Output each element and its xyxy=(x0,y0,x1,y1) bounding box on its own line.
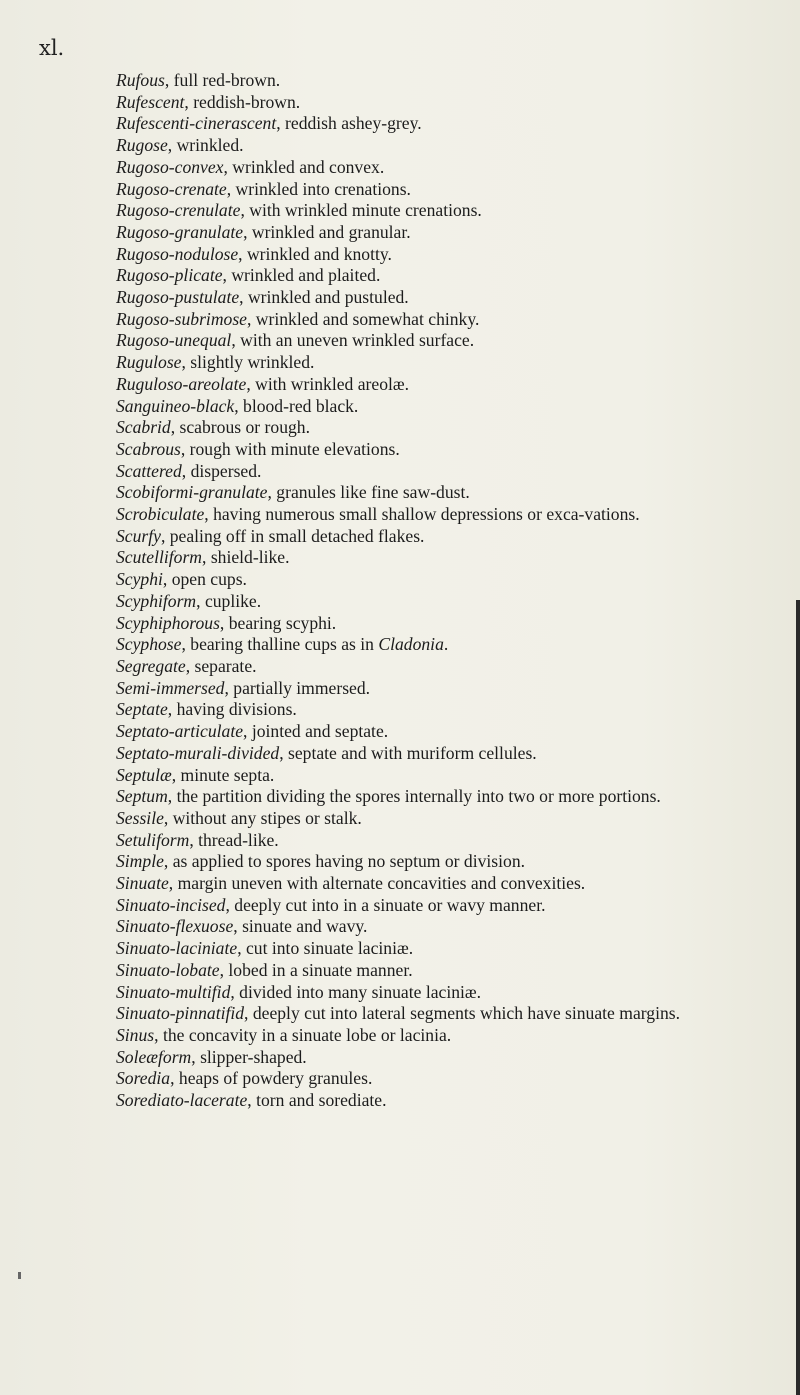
glossary-entry: Soleæform, slipper-shaped. xyxy=(116,1046,307,1067)
glossary-term: Rugoso-granulate xyxy=(116,221,244,242)
glossary-entry: Ruguloso-areolate, with wrinkled areolæ. xyxy=(116,373,410,394)
glossary-term: Sinuato-incised xyxy=(116,894,226,915)
glossary-entry: Sanguineo-black, blood-red black. xyxy=(116,395,359,416)
glossary-definition: as applied to spores having no septum or division. xyxy=(172,851,526,872)
glossary-term: Rugoso-convex xyxy=(116,156,224,177)
glossary-term: Sinus xyxy=(116,1024,155,1045)
glossary-definition: thread-like. xyxy=(198,829,279,850)
glossary-entry: Sinuato-flexuose, sinuate and wavy. xyxy=(116,916,368,937)
glossary-entry: Simple, as applied to spores having no septum or division. xyxy=(116,851,526,872)
glossary-entry: Scabrid, scabrous or rough. xyxy=(116,417,310,438)
glossary-term: Rugoso-unequal xyxy=(116,330,232,351)
glossary-term: Rugulose xyxy=(116,352,182,373)
glossary-term: Scobiformi-granulate xyxy=(116,482,268,503)
glossary-entry: Setuliform, thread-like. xyxy=(116,829,279,850)
glossary-entry: Scurfy, pealing off in small detached flakes. xyxy=(116,525,425,546)
glossary-definition: reddish ashey-grey. xyxy=(285,113,422,134)
glossary-definition: the concavity in a sinuate lobe or lacinia. xyxy=(162,1024,452,1045)
glossary-term: Sinuato-flexuose xyxy=(116,916,234,937)
glossary-definition: wrinkled and plaited. xyxy=(231,265,381,286)
glossary-term: Rugoso-pustulate xyxy=(116,287,240,308)
genus-name: Cladonia xyxy=(378,634,444,655)
glossary-entry: Rufescenti-cinerascent, reddish ashey-grey. xyxy=(116,113,422,134)
glossary-definition: rough with minute elevations. xyxy=(189,438,400,459)
glossary-entry: Rugoso-unequal, with an uneven wrinkled surface. xyxy=(116,330,475,351)
glossary-definition: bearing scyphi. xyxy=(228,612,337,633)
glossary-entry: Scabrous, rough with minute elevations. xyxy=(116,438,400,459)
glossary-term: Septulæ xyxy=(116,764,172,785)
glossary-entry: Sinuate, margin uneven with alternate concavities and convexities. xyxy=(116,873,586,894)
glossary-definition: wrinkled and knotty. xyxy=(246,243,392,264)
glossary-term: Septato-murali-divided xyxy=(116,742,280,763)
glossary-term: Segregate xyxy=(116,655,186,676)
glossary-definition: reddish-brown. xyxy=(193,91,301,112)
glossary-entry: Rufous, full red-brown. xyxy=(116,70,281,90)
glossary-term: Sinuato-lobate xyxy=(116,959,220,980)
glossary-entry: Sinuato-laciniate, cut into sinuate laciniæ. xyxy=(116,938,414,959)
glossary-term: Setuliform xyxy=(116,829,190,850)
glossary-definition: bearing thalline cups as in Cladonia. xyxy=(190,634,449,655)
glossary-term: Scyphiform xyxy=(116,590,197,611)
glossary-entry: Septato-murali-divided, septate and with muriform cellules. xyxy=(116,742,537,763)
glossary-definition: heaps of powdery granules. xyxy=(178,1068,373,1089)
glossary-entry: Scutelliform, shield-like. xyxy=(116,547,290,568)
glossary-definition: open cups. xyxy=(171,569,247,590)
glossary-entry: Rugoso-pustulate, wrinkled and pustuled. xyxy=(116,287,409,308)
glossary-term: Sinuate xyxy=(116,873,169,894)
glossary-entry: Septulæ, minute septa. xyxy=(116,764,275,785)
glossary-entry: Sinuato-pinnatifid, deeply cut into lateral segments which have sinuate margins. xyxy=(116,1003,681,1024)
glossary-definition: having numerous small shallow depressions or exca-vations. xyxy=(213,504,640,525)
glossary-entry: Rugulose, slightly wrinkled. xyxy=(116,352,315,373)
glossary-entry: Sinus, the concavity in a sinuate lobe or lacinia. xyxy=(116,1024,452,1045)
glossary-definition: scabrous or rough. xyxy=(179,417,310,438)
glossary-definition: dispersed. xyxy=(190,460,262,481)
glossary-term: Rugoso-crenulate xyxy=(116,200,241,221)
glossary-definition: wrinkled and granular. xyxy=(251,221,411,242)
glossary-entry: Rugoso-crenulate, with wrinkled minute crenations. xyxy=(116,200,482,221)
glossary-term: Rugoso-plicate xyxy=(116,265,223,286)
glossary-entry: Scobiformi-granulate, granules like fine saw-dust. xyxy=(116,482,470,503)
glossary-term: Scurfy xyxy=(116,525,161,546)
glossary-entry: Rugose, wrinkled. xyxy=(116,135,244,156)
glossary-term: Scattered xyxy=(116,460,182,481)
glossary-term: Simple xyxy=(116,851,164,872)
glossary-definition: cuplike. xyxy=(204,590,262,611)
glossary-term: Scyphi xyxy=(116,569,163,590)
glossary-definition: septate and with muriform cellules. xyxy=(288,742,537,763)
glossary-term: Scrobiculate xyxy=(116,504,205,525)
glossary-term: Soleæform xyxy=(116,1046,192,1067)
glossary-definition: wrinkled and somewhat chinky. xyxy=(255,308,480,329)
glossary-entry: Sinuato-multifid, divided into many sinuate laciniæ. xyxy=(116,981,482,1002)
glossary-definition: having divisions. xyxy=(176,699,297,720)
glossary-term: Scabrous xyxy=(116,438,181,459)
glossary-definition: wrinkled and convex. xyxy=(232,156,385,177)
page-edge-shadow xyxy=(796,600,800,1395)
glossary-entry: Scyphi, open cups. xyxy=(116,569,247,590)
glossary-entry: Sinuato-lobate, lobed in a sinuate manner. xyxy=(116,959,413,980)
glossary-definition: minute septa. xyxy=(180,764,275,785)
glossary-definition: full red-brown. xyxy=(173,70,281,90)
glossary-term: Scabrid xyxy=(116,417,171,438)
glossary-definition: separate. xyxy=(194,655,257,676)
glossary-entry: Rugoso-granulate, wrinkled and granular. xyxy=(116,221,411,242)
glossary-term: Semi-immersed xyxy=(116,677,225,698)
glossary-entry: Scyphiform, cuplike. xyxy=(116,590,262,611)
glossary-definition: deeply cut into lateral segments which have sinuate margins. xyxy=(252,1003,681,1024)
glossary-term: Scutelliform xyxy=(116,547,203,568)
glossary-entry: Rugoso-nodulose, wrinkled and knotty. xyxy=(116,243,392,264)
glossary-entry: Scattered, dispersed. xyxy=(116,460,262,481)
glossary-term: Sinuato-laciniate xyxy=(116,938,238,959)
glossary-definition: with wrinkled areolæ. xyxy=(255,373,410,394)
glossary-term: Soredia xyxy=(116,1068,171,1089)
glossary-term: Ruguloso-areolate xyxy=(116,373,247,394)
glossary-entry: Soredia, heaps of powdery granules. xyxy=(116,1068,373,1089)
glossary-term: Septate xyxy=(116,699,168,720)
glossary-entry: Sessile, without any stipes or stalk. xyxy=(116,807,362,828)
glossary-definition: with an uneven wrinkled surface. xyxy=(240,330,475,351)
glossary-entry: Rufescent, reddish-brown. xyxy=(116,91,301,112)
glossary-definition: granules like fine saw-dust. xyxy=(276,482,470,503)
glossary-entry: Rugoso-plicate, wrinkled and plaited. xyxy=(116,265,381,286)
glossary-entry: Rugoso-convex, wrinkled and convex. xyxy=(116,156,385,177)
glossary-term: Rugoso-subrimose xyxy=(116,308,247,329)
glossary-term: Rugoso-crenate xyxy=(116,178,227,199)
glossary-definition: margin uneven with alternate concavities and convexities. xyxy=(177,873,586,894)
glossary-entry: Segregate, separate. xyxy=(116,655,257,676)
glossary-definition: without any stipes or stalk. xyxy=(172,807,362,828)
glossary-definition: jointed and septate. xyxy=(251,721,389,742)
glossary-definition: sinuate and wavy. xyxy=(242,916,368,937)
glossary-term: Sessile xyxy=(116,807,164,828)
glossary-definition: divided into many sinuate laciniæ. xyxy=(239,981,482,1002)
glossary-definition: slightly wrinkled. xyxy=(190,352,315,373)
glossary-term: Scyphiphorous xyxy=(116,612,220,633)
glossary-definition: with wrinkled minute crenations. xyxy=(249,200,482,221)
glossary-entry: Sinuato-incised, deeply cut into in a sinuate or wavy manner. xyxy=(116,894,546,915)
glossary-definition: wrinkled into crenations. xyxy=(235,178,411,199)
glossary-entry: Septato-articulate, jointed and septate. xyxy=(116,721,389,742)
glossary-entry: Scyphiphorous, bearing scyphi. xyxy=(116,612,337,633)
glossary-definition: cut into sinuate laciniæ. xyxy=(245,938,414,959)
glossary-term: Rufous xyxy=(116,70,165,90)
glossary-definition: the partition dividing the spores internally into two or more portions. xyxy=(176,786,661,807)
page-number: xl. xyxy=(39,36,65,60)
glossary-entry: Semi-immersed, partially immersed. xyxy=(116,677,371,698)
glossary-term: Scyphose xyxy=(116,634,182,655)
glossary-definition: wrinkled. xyxy=(176,135,244,156)
glossary-term: Sinuato-pinnatifid xyxy=(116,1003,245,1024)
glossary-term: Sanguineo-black xyxy=(116,395,235,416)
glossary-term: Rufescent xyxy=(116,91,185,112)
glossary-entry: Septum, the partition dividing the spores internally into two or more portions. xyxy=(116,786,661,807)
glossary-term: Septato-articulate xyxy=(116,721,244,742)
glossary-definition: partially immersed. xyxy=(233,677,371,698)
glossary-definition: deeply cut into in a sinuate or wavy manner. xyxy=(234,894,546,915)
glossary-definition: wrinkled and pustuled. xyxy=(247,287,409,308)
glossary-term: Rugoso-nodulose xyxy=(116,243,239,264)
glossary-term: Septum xyxy=(116,786,168,807)
margin-mark xyxy=(18,1272,21,1279)
glossary-entry: Scyphose, bearing thalline cups as in Cladonia. xyxy=(116,634,449,655)
glossary-definition: pealing off in small detached flakes. xyxy=(169,525,425,546)
glossary-entry: Rugoso-crenate, wrinkled into crenations. xyxy=(116,178,411,199)
glossary-definition: slipper-shaped. xyxy=(200,1046,307,1067)
glossary-definition: blood-red black. xyxy=(243,395,359,416)
glossary-list xyxy=(116,70,796,1112)
glossary-entry: Sorediato-lacerate, torn and sorediate. xyxy=(116,1090,387,1111)
glossary-definition: torn and sorediate. xyxy=(256,1090,387,1111)
glossary-entry: Septate, having divisions. xyxy=(116,699,297,720)
glossary-term: Sinuato-multifid xyxy=(116,981,231,1002)
glossary-term: Rufescenti-cinerascent xyxy=(116,113,277,134)
glossary-entry: Rugoso-subrimose, wrinkled and somewhat chinky. xyxy=(116,308,480,329)
glossary-term: Sorediato-lacerate xyxy=(116,1090,248,1111)
glossary-term: Rugose xyxy=(116,135,168,156)
glossary-definition: shield-like. xyxy=(210,547,290,568)
glossary-definition: lobed in a sinuate manner. xyxy=(228,959,413,980)
glossary-entry: Scrobiculate, having numerous small shallow depressions or exca-vations. xyxy=(116,504,640,525)
